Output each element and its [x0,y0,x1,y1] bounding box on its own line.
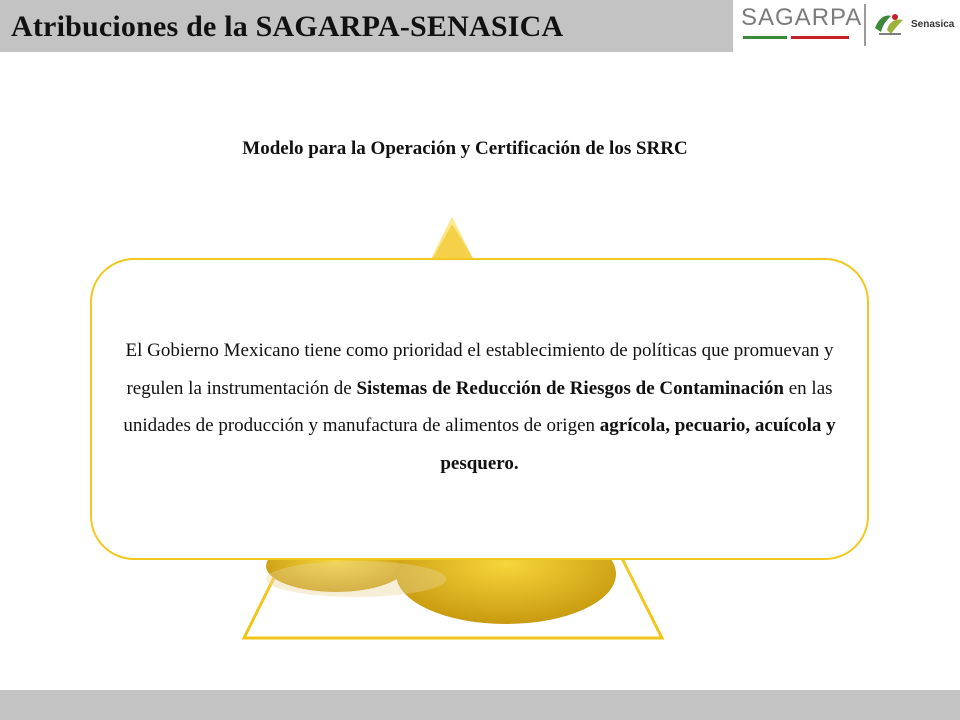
paragraph-text-2: en las unidades de producción y manufactura de alimentos de origen [123,377,833,436]
sagarpa-logo: SAGARPA [741,4,863,31]
senasica-emblem-icon [873,10,907,38]
header-bar [0,0,960,52]
paragraph-bold-2: agrícola, pecuario, acuícola y pesquero. [440,415,836,474]
info-box [90,258,869,560]
logo-separator [864,4,866,46]
logo-area [733,0,960,52]
senasica-logo: Senasica [911,19,955,30]
footer-bar [0,690,960,720]
slide-title: Atribuciones de la SAGARPA-SENASICA [11,10,564,43]
info-paragraph [112,332,847,482]
paragraph-text-1: El Gobierno Mexicano tiene como prioridad el establecimiento de políticas que promuevan y regulen la instrumentación de [125,340,834,399]
sagarpa-stripes-icon [743,36,849,40]
subtitle: Modelo para la Operación y Certificación de los SRRC [242,138,688,159]
paragraph-bold-1: Sistemas de Reducción de Riesgos de Contaminación [356,377,784,399]
